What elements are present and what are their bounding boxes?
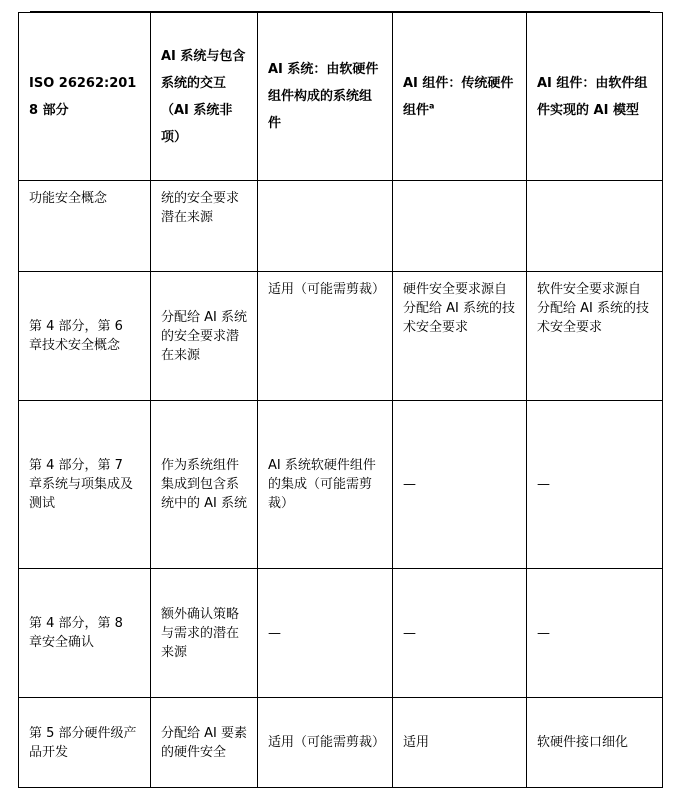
- table-row: [19, 569, 663, 698]
- row-ai-component-software: 软硬件接口细化: [527, 698, 663, 788]
- row-iso-part: 第 4 部分，第 8 章安全确认: [19, 569, 151, 698]
- row-iso-part: 第 4 部分，第 6 章技术安全概念: [19, 272, 151, 401]
- row-ai-system-interaction: 额外确认策略与需求的潜在来源: [151, 569, 258, 698]
- row-ai-system-components: AI 系统软硬件组件的集成（可能需剪裁）: [258, 401, 393, 569]
- row-ai-system-components: 适用（可能需剪裁）: [258, 698, 393, 788]
- header-ai-component-hardware: AI 组件：传统硬件组件$^a$: [393, 13, 527, 181]
- row-ai-system-interaction: 分配给 AI 系统的安全要求潜在来源: [151, 272, 258, 401]
- row-ai-component-hardware: [393, 181, 527, 272]
- header-ai-system-interaction: AI 系统与包含系统的交互（AI 系统非项）: [151, 13, 258, 181]
- footnote-marker: a: [429, 101, 435, 111]
- row-ai-component-software: [527, 181, 663, 272]
- row-ai-component-hardware: 硬件安全要求源自分配给 AI 系统的技术安全要求: [393, 272, 527, 401]
- row-ai-system-components: —: [258, 569, 393, 698]
- row-ai-component-software: —: [527, 569, 663, 698]
- row-ai-system-interaction: 统的安全要求潜在来源: [151, 181, 258, 272]
- row-ai-component-hardware: —: [393, 569, 527, 698]
- iso26262-mapping-table: [18, 12, 663, 788]
- row-iso-part: 第 4 部分，第 7 章系统与项集成及测试: [19, 401, 151, 569]
- header-iso-part: ISO 26262:2018 部分: [19, 13, 151, 181]
- row-ai-system-components: [258, 181, 393, 272]
- row-ai-component-hardware: —: [393, 401, 527, 569]
- row-ai-component-hardware: 适用: [393, 698, 527, 788]
- table-row: [19, 698, 663, 788]
- row-ai-system-interaction: 分配给 AI 要素的硬件安全: [151, 698, 258, 788]
- header-ai-system-components: AI 系统：由软硬件组件构成的系统组件: [258, 13, 393, 181]
- row-ai-system-components: 适用（可能需剪裁）: [258, 272, 393, 401]
- header-ai-component-software-model: AI 组件：由软件组件实现的 AI 模型: [527, 13, 663, 181]
- table-header-row: [19, 13, 663, 181]
- table-row: [19, 401, 663, 569]
- row-iso-part: 第 5 部分硬件级产品开发: [19, 698, 151, 788]
- row-ai-component-software: 软件安全要求源自分配给 AI 系统的技术安全要求: [527, 272, 663, 401]
- table-row: [19, 272, 663, 401]
- row-iso-part: 功能安全概念: [19, 181, 151, 272]
- table-row: [19, 181, 663, 272]
- row-ai-component-software: —: [527, 401, 663, 569]
- row-ai-system-interaction: 作为系统组件集成到包含系统中的 AI 系统: [151, 401, 258, 569]
